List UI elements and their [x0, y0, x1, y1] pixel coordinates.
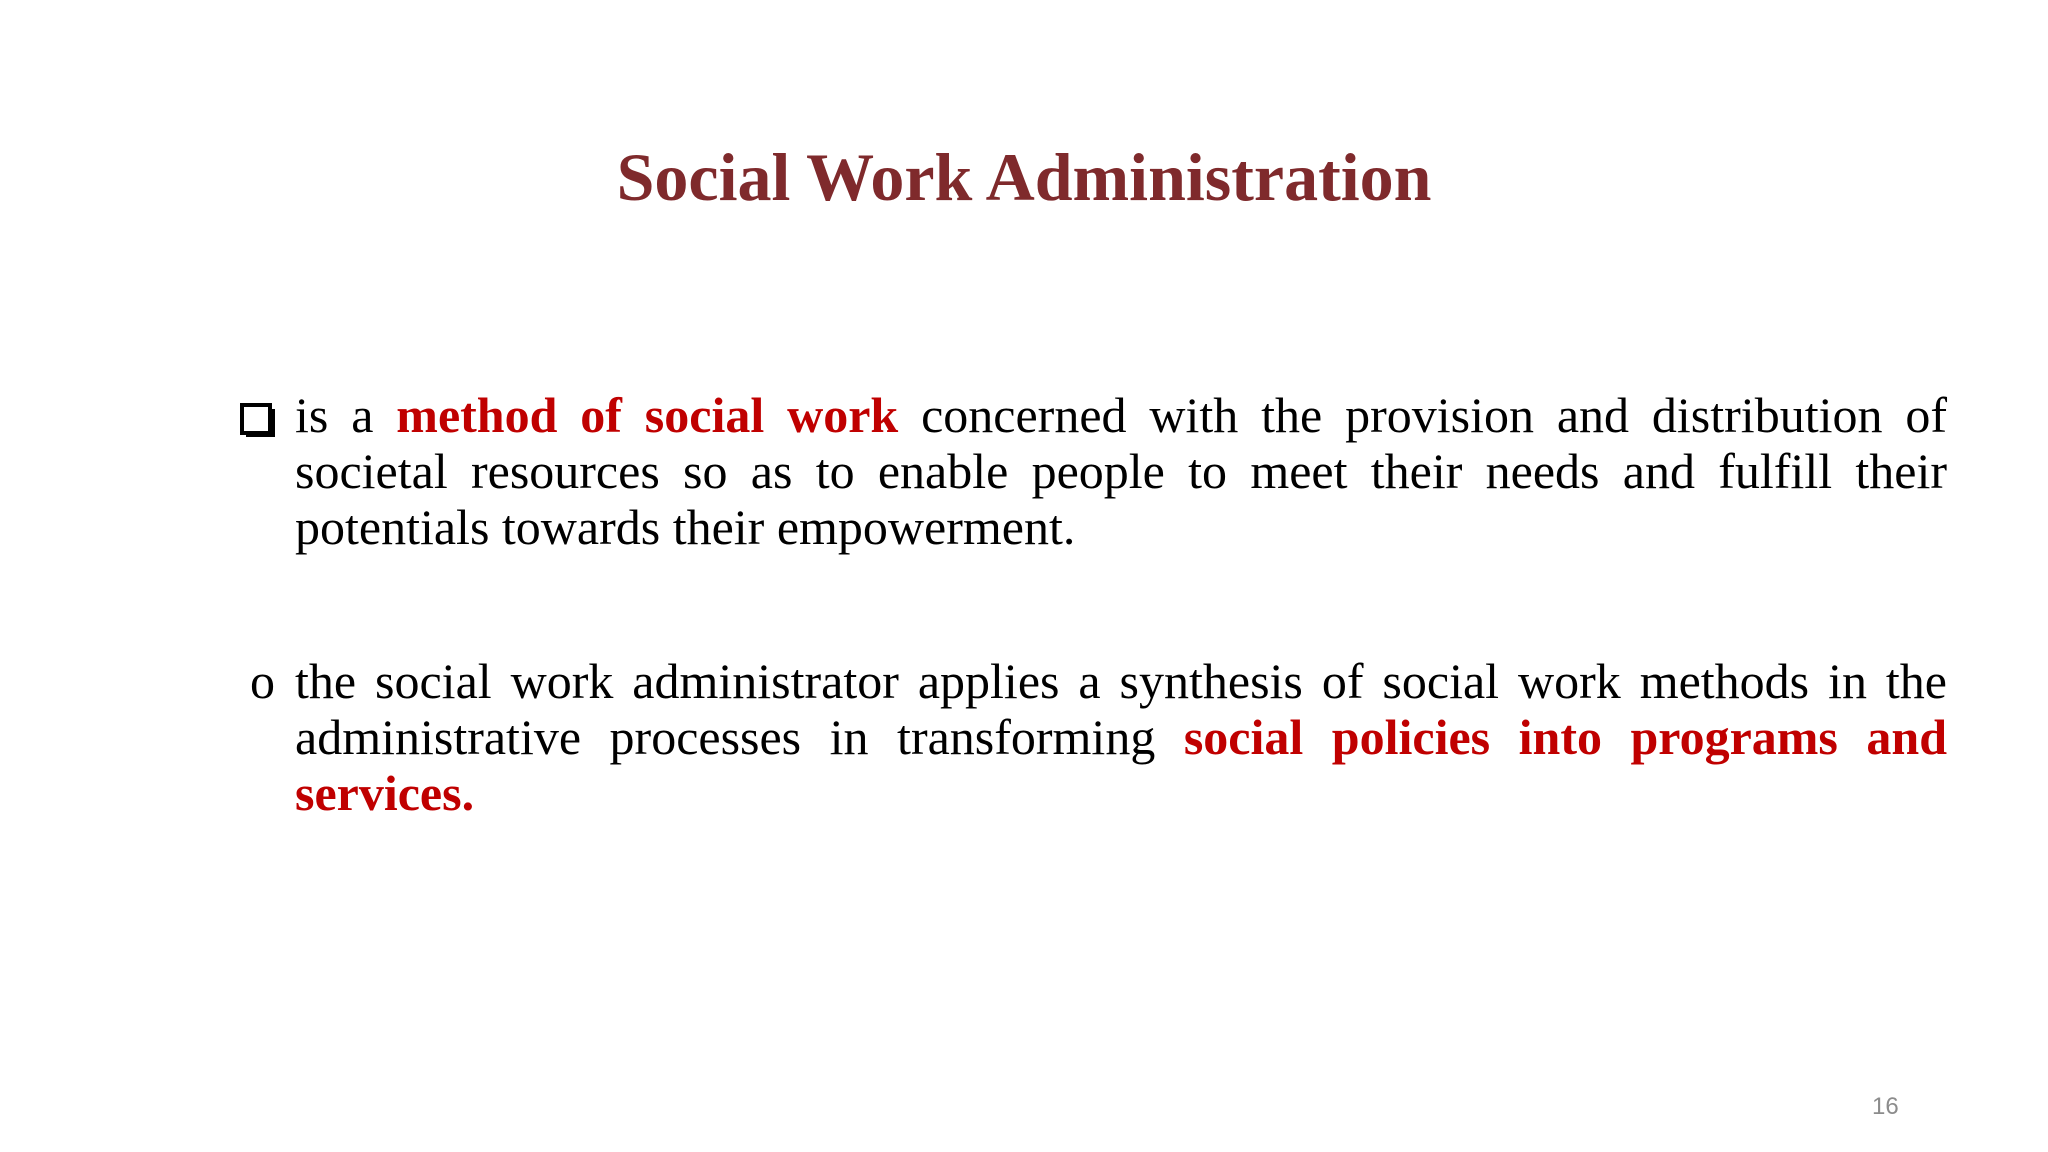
bullet-text-before: the social work administrator applies a synthesis of social work methods in the administrative processes in transforming [295, 653, 1947, 765]
bullet-text-after: concerned with the provision and distribution of societal resources so as to enable people to meet their needs and fulfill their potentials towards their empowerment. [295, 387, 1948, 555]
slide-title: Social Work Administration [616, 139, 1432, 215]
bullet-item [240, 653, 1947, 821]
bullet-item [240, 387, 1947, 555]
bullet-highlight: social policies into programs and services. [295, 709, 1947, 821]
hollow-square-bullet-icon [240, 387, 290, 443]
bullet-text [295, 653, 1947, 821]
bullet-highlight: method of social work [396, 387, 899, 443]
bullet-text [295, 387, 1947, 555]
page-number: 16 [1872, 1093, 1899, 1120]
bullet-text-before: is a [295, 387, 397, 443]
circle-bullet-marker: o [250, 653, 275, 709]
